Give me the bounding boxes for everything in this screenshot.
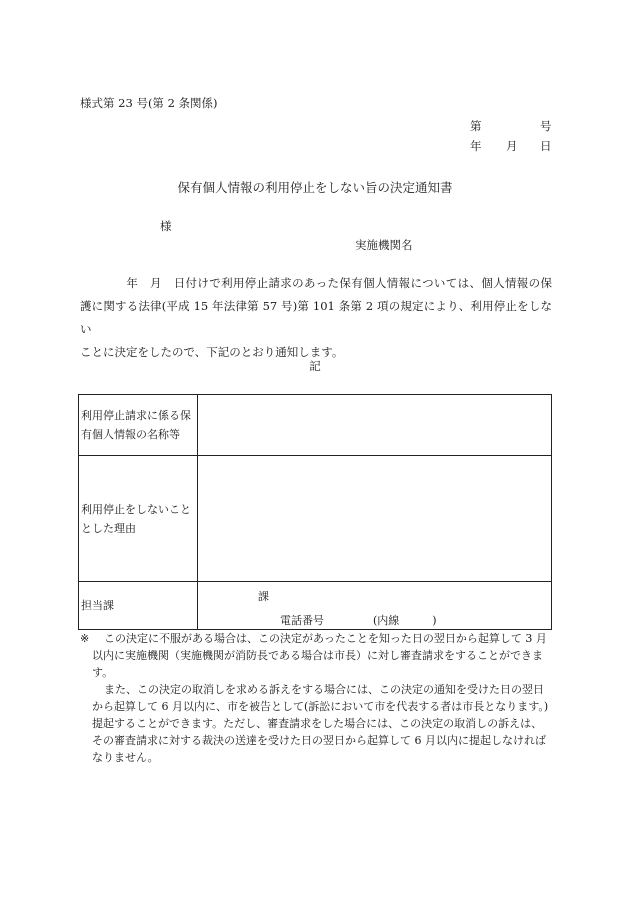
- label-info-name-line1: 利用停止請求に係る保: [81, 409, 191, 422]
- notice-body: [80, 272, 552, 364]
- label-department: 担当課: [79, 582, 198, 630]
- table-row: [79, 582, 552, 630]
- table-row: [79, 395, 552, 456]
- ka-label: 課: [258, 590, 269, 603]
- label-info-name: [79, 395, 198, 456]
- issuer-name: 実施機関名: [355, 238, 413, 252]
- form-number: 様式第 23 号(第 2 条関係): [80, 96, 218, 110]
- body-line-3: ことに決定をしたので、下記のとおり通知します。: [80, 345, 344, 359]
- table-row: [79, 456, 552, 582]
- note-paragraph-1: この決定に不服がある場合は、この決定があったことを知った日の翌日から起算して 3 月以内に実施機関（実施機関が消防長である場合は市長）に対し審査請求をすることができます。: [92, 632, 547, 679]
- value-reason[interactable]: [198, 456, 552, 582]
- tel-label: 電話番号: [280, 614, 324, 627]
- body-line-2: 護に関する法律(平成 15 年法律第 57 号)第 101 条第 2 項の規定により、利用停止をしない: [80, 299, 552, 336]
- value-info-name[interactable]: [198, 395, 552, 456]
- number-prefix: 第: [470, 119, 482, 133]
- extension-label: (内線 ): [373, 614, 437, 627]
- label-reason-line1: 利用停止をしないこと: [81, 502, 191, 516]
- number-suffix: 号: [540, 119, 552, 133]
- label-reason: [79, 456, 198, 582]
- addressee-suffix: 様: [160, 219, 172, 233]
- ki-heading: 記: [309, 359, 321, 373]
- appeal-note: [80, 630, 552, 766]
- note-paragraph-2: また、この決定の取消しを求める訴えをする場合には、この決定の通知を受けた日の翌日から起算して 6 月以内に、市を被告として(訴訟において市を代表する者は市長となります。)提起することができます。ただし、審査請求をした場合には、この決定の取消しの訴えは、その審査請求に対する裁決の送達を受けた日の翌日から起算して 6 月以内に提起しなければなりません。: [92, 683, 549, 764]
- date-month: 月: [506, 139, 518, 153]
- label-info-name-line2: 有個人情報の名称等: [81, 428, 180, 441]
- date-year: 年: [470, 139, 482, 153]
- label-reason-line2: とした理由: [81, 521, 136, 535]
- details-table: [78, 394, 552, 630]
- value-department[interactable]: [198, 582, 552, 630]
- body-line-1: 年 月 日付けで利用停止請求のあった保有個人情報については、個人情報の保: [126, 276, 552, 290]
- document-title: 保有個人情報の利用停止をしない旨の決定通知書: [177, 180, 453, 195]
- date-day: 日: [540, 139, 552, 153]
- note-mark: ※: [80, 632, 90, 645]
